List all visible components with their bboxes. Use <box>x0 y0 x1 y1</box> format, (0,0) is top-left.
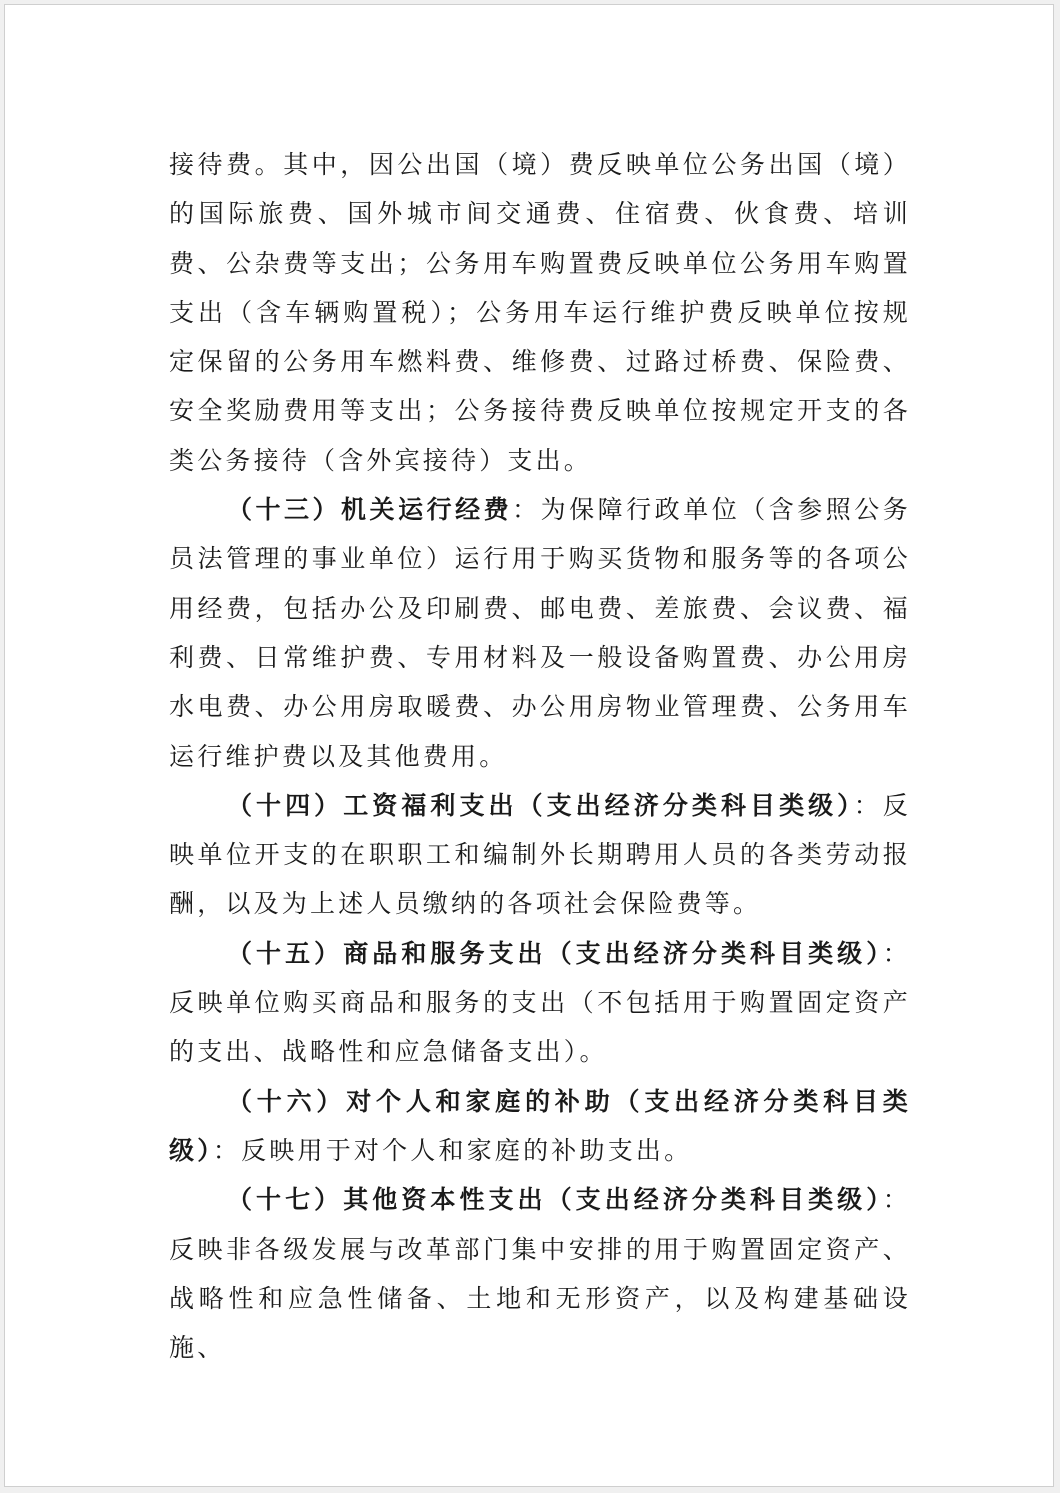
paragraph-household-subsidies <box>169 1077 911 1176</box>
document-body <box>169 140 911 1372</box>
paragraph-wages-welfare <box>169 781 911 929</box>
paragraph-heading: （十五）商品和服务支出（支出经济分类科目类级） <box>227 938 883 968</box>
paragraph-heading: （十七）其他资本性支出（支出经济分类科目类级） <box>227 1185 883 1215</box>
paragraph-heading: （十四）工资福利支出（支出经济分类科目类级） <box>227 790 854 820</box>
paragraph-text: 接待费。其中，因公出国（境）费反映单位公务出国（境）的国际旅费、国外城市间交通费、住宿费、伙食费、培训费、公杂费等支出；公务用车购置费反映单位公务用车购置支出（含车辆购置税）；公务用车运行维护费反映单位按规定保留的公务用车燃料费、维修费、过路过桥费、保险费、安全奖励费用等支出；公务接待费反映单位按规定开支的各类公务接待（含外宾接待）支出。 <box>169 150 911 475</box>
paragraph-goods-services <box>169 929 911 1077</box>
paragraph-heading: （十三）机关运行经费 <box>227 495 513 525</box>
paragraph-text: ：反映非各级发展与改革部门集中安排的用于购置固定资产、战略性和应急性储备、土地和无形资产，以及构建基础设施、 <box>169 1185 911 1363</box>
paragraph-text: ：反映用于对个人和家庭的补助支出。 <box>212 1135 693 1165</box>
paragraph-text: ：反映单位购买商品和服务的支出（不包括用于购置固定资产的支出、战略性和应急储备支出）。 <box>169 938 911 1067</box>
paragraph-other-capital-expenditure <box>169 1175 911 1372</box>
paragraph-heading: （十六）对个人和家庭的补助（支出经济分类科目类级） <box>169 1086 911 1165</box>
paragraph-continuation <box>169 140 911 485</box>
paragraph-text: ：为保障行政单位（含参照公务员法管理的事业单位）运行用于购买货物和服务等的各项公用经费，包括办公及印刷费、邮电费、差旅费、会议费、福利费、日常维护费、专用材料及一般设备购置费、办公用房水电费、办公用房取暖费、办公用房物业管理费、公务用车运行维护费以及其他费用。 <box>169 495 911 771</box>
paragraph-agency-operating-costs <box>169 485 911 781</box>
paragraph-text: ：反映单位开支的在职职工和编制外长期聘用人员的各类劳动报酬，以及为上述人员缴纳的各项社会保险费等。 <box>169 790 911 919</box>
document-page <box>4 4 1054 1487</box>
